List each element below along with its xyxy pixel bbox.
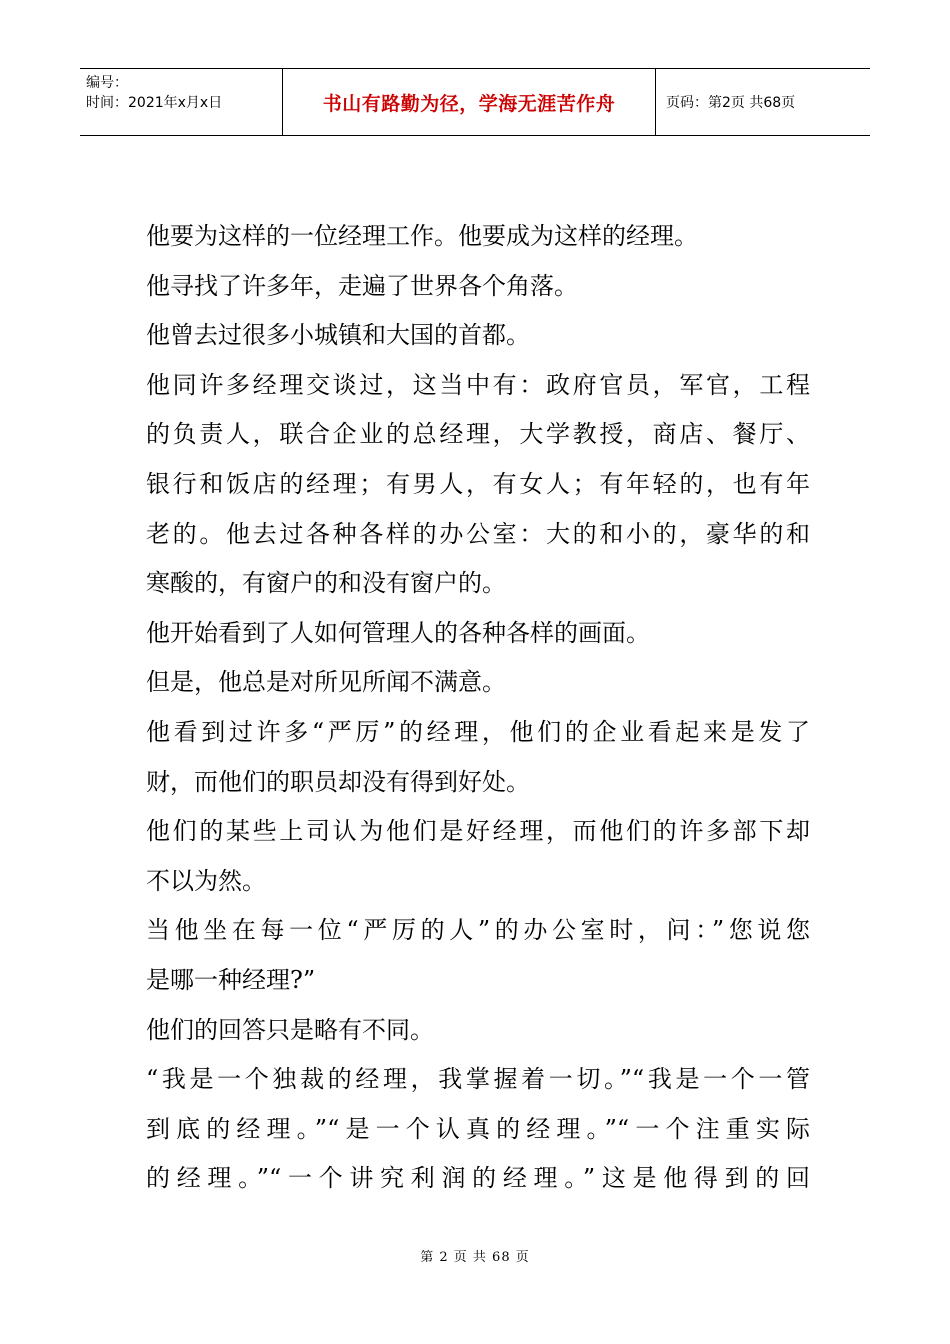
text-line: 的经理。”“一个讲究利润的经理。”这是他得到的回 [146, 1164, 810, 1193]
text-line: 老的。他去过各种各样的办公室：大的和小的，豪华的和 [146, 519, 810, 548]
text-line: 寒酸的，有窗户的和没有窗户的。 [146, 569, 506, 598]
header-motto: 书山有路勤为径，学海无涯苦作舟 [322, 92, 616, 115]
text-line: 他同许多经理交谈过，这当中有：政府官员，军官，工程 [146, 370, 810, 399]
header-page-cell [656, 69, 870, 135]
document-body [146, 212, 810, 1204]
text-line: 是哪一种经理?” [146, 965, 316, 994]
text-line: 当他坐在每一位“严厉的人”的办公室时，问：”您说您 [146, 916, 810, 945]
text-line: 到底的经理。”“是一个认真的经理。”“一个注重实际 [146, 1114, 810, 1143]
header-meta-cell [80, 69, 283, 135]
text-line: 他寻找了许多年，走遍了世界各个角落。 [146, 271, 578, 300]
text-line: 财，而他们的职员却没有得到好处。 [146, 767, 530, 796]
header-motto-cell [283, 69, 656, 135]
page-header [80, 68, 870, 136]
document-time-label: 时间：2021年x月x日 [86, 95, 223, 111]
text-line: 他曾去过很多小城镇和大国的首都。 [146, 321, 530, 350]
text-line: 他要为这样的一位经理工作。他要成为这样的经理。 [146, 222, 698, 250]
text-line: 但是，他总是对所见所闻不满意。 [146, 668, 506, 697]
page-footer: 第 2 页 共 68 页 [420, 1250, 530, 1265]
text-line: 他们的某些上司认为他们是好经理，而他们的许多部下却 [146, 817, 810, 846]
text-line: 他们的回答只是略有不同。 [146, 1015, 434, 1044]
text-line: 的负责人，联合企业的总经理，大学教授，商店、餐厅、 [146, 420, 810, 449]
header-page-info: 页码：第2页 共68页 [666, 95, 796, 111]
text-line: 他看到过许多“严厉”的经理，他们的企业看起来是发了 [146, 717, 810, 746]
text-line: 不以为然。 [146, 866, 266, 895]
text-line: 银行和饭店的经理；有男人，有女人；有年轻的，也有年 [146, 469, 810, 498]
document-number-label: 编号： [86, 75, 128, 91]
text-line: 他开始看到了人如何管理人的各种各样的画面。 [146, 618, 650, 647]
text-line: “我是一个独裁的经理，我掌握着一切。”“我是一个一管 [146, 1065, 810, 1094]
